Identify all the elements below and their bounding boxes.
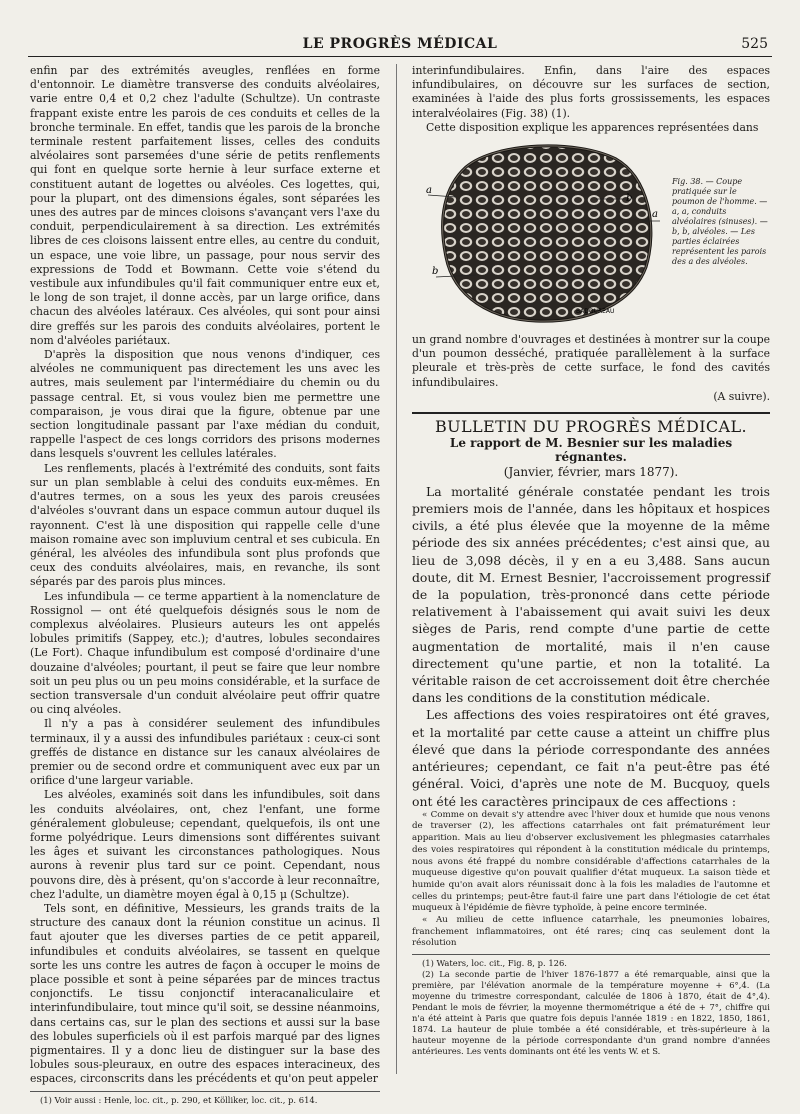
paragraph: D'après la disposition que nous venons d'indiquer, ces alvéoles ne communiquent pas directement les uns avec les autres, mais seulement par l'intermédiaire du chemin ou du passage central. Et, si vous voulez bien me permettre une comparaison, je vous dirai que la figure, obtenue par une section longitudinale passant par l'axe médian du conduit, rappelle l'aspect de ces longs corridors des prisons modernes dans lesquels s'ouvrent les cellules latérales. [30, 348, 380, 461]
left-column [30, 64, 380, 1104]
column-divider [396, 64, 397, 1074]
paragraph: enfin par des extrémités aveugles, renflées en forme d'entonnoir. Le diamètre transverse des conduits alvéolaires, varie entre 0,4 et 0,2 chez l'adulte (Schultze). Un contraste frappant existe entre les parois de ces conduits et celles de la bronche terminale. En effet, tandis que les parois de la bronche terminale restent parfaitement lisses, celles des conduits alvéolaires sont parsemées d'une série de petits renflements qui font en quelque sorte hernie à leur surface externe et constituent autant de logettes ou alvéoles. Ces logettes, qui, pour la plupart, ont des dimensions égales, sont séparées les unes des autres par de minces cloisons s'avançant vers l'axe du conduit, perpendiculairement à sa direction. Les extrémités libres de ces cloisons laissent entre elles, au centre du conduit, un espace, une voie libre, un passage, pour nous servir des expressions de Todd et Bowmann. Cette voie s'étend du vestibule aux infundibules qu'il fait communiquer entre eux et, le long de son trajet, il donne accès, par un large orifice, dans chacun des alvéoles latéraux. Ces alvéoles, qui sont pour ainsi dire greffés sur les parois des conduits alvéolaires, portent le nom d'alvéoles pariétaux. [30, 64, 380, 347]
paragraph: La mortalité générale constatée pendant les trois premiers mois de l'année, dans les hôpitaux et hospices civils, a été plus élevée que la moyenne de la même période des six années précédentes; c'est ainsi que, au lieu de 3,098 décès, il y en a eu 3,488. Sans aucun doute, dit M. Ernest Besnier, l'accroissement progressif de la population, très-prononcé dans cette période relativement à l'abaissement qui avait suivi les deux sièges de Paris, rend compte d'une partie de cette augmentation de mortalité, mais il n'en cause directement qu'une partie, et non la totalité. La véritable raison de cet accroissement doit être cherchée dans les conditions de la constitution médicale. [412, 483, 770, 706]
figure-label-a-left: a [426, 185, 432, 197]
right-column [412, 64, 770, 1104]
footnote: (1) Voir aussi : Henle, loc. cit., p. 290, et Kölliker, loc. cit., p. 614. [40, 1094, 318, 1105]
footnote-divider [30, 1091, 380, 1092]
engraver-signature: BADOUREAU [576, 308, 615, 316]
paragraph: Les alvéoles, examinés soit dans les infundibules, soit dans les conduits alvéolaires, ont, chez l'enfant, une forme généralement globuleuse; cependant, quelquefois, ils ont une forme polyédrique. Leurs dimensions sont différentes suivant les âges et suivant les circonstances pathologiques. Nous aurons à revenir plus tard sur ce point. Cependant, nous pouvons dire, dès à présent, qu'on s'accorde à leur reconnaître, chez l'adulte, un diamètre moyen égal à 0,15 μ (Schultze). [30, 788, 380, 901]
paragraph: Les affections des voies respiratoires ont été graves, et la mortalité par cette cause a atteint un chiffre plus élevé que dans la période correspondante des années antérieures; cependant, ce fait n'a peut-être pas été général. Voici, d'après une note de M. Bucquoy, quels ont été les caractères principaux de ces affections : [412, 707, 770, 809]
journal-title: LE PROGRÈS MÉDICAL [302, 36, 498, 52]
lung-section-engraving [426, 137, 662, 327]
figure-38 [412, 137, 770, 331]
to-be-continued: (A suivre). [713, 389, 770, 403]
paragraph: Il n'y a pas à considérer seulement des infundibules terminaux, il y a aussi des infundibules pariétaux : ceux-ci sont greffés de distance en distance sur les canaux alvéolaires de premier ou de second ordre et communiquent avec eux par un orifice d'une largeur variable. [30, 717, 380, 788]
figure-label-a-right: a [652, 209, 658, 221]
running-header [28, 34, 772, 57]
quoted-note: « Au milieu de cette influence catarrhale, les pneumonies lobaires, franchement inflammatoires, ont été rares; cinq cas seulement dont la résolution [412, 915, 770, 949]
paragraph: interinfundibulaires. Enfin, dans l'aire des espaces infundibulaires, on découvre sur les surfaces de section, examinées à l'aide des plus forts grossissements, les espaces interalvéolaires (Fig. 38) (1). [412, 64, 770, 120]
footnote-divider [412, 954, 770, 955]
paragraph: Tels sont, en définitive, Messieurs, les grands traits de la structure des canaux dont la réunion constitue un acinus. Il faut ajouter que les diverses parties de ce petit appareil, infundibules et conduits alvéolaires, se tassent en quelque sorte les uns contre les autres de façon à occuper le moins de place possible et sont à peine séparées par de minces tractus conjonctifs. Le tissu conjonctif interacanaliculaire et interinfundibulaire, tout mince qu'il soit, se dessine néanmoins, dans certains cas, sur le plan des sections et aussi sur la base des lobules superficiels où il est parfois marqué par des lignes pigmentaires. Il y a donc lieu de distinguer sur la base des lobules sous-pleuraux, en outre des espaces interacineux, des espaces, circonscrits dans les précédents et qu'on peut appeler [30, 901, 380, 1086]
footnote: (2) La seconde partie de l'hiver 1876-1877 a été remarquable, ainsi que la première, par l'élévation anormale de la température moyenne + 6°,4. (La moyenne du trimestre correspondant, calculée de 1806 à 1870, était de 4°,4). Pendant le mois de février, la moyenne thermométrique a été de + 7°, chiffre qui n'a été atteint à Paris que quatre fois depuis l'année 1819 : en 1822, 1850, 1861, 1874. La hauteur de pluie tombée a été considérable, et très-supérieure à la hauteur moyenne de la période correspondante d'un grand nombre d'années antérieures. Les vents dominants ont été les vents W. et S. [412, 969, 770, 1057]
bulletin-subheading: Le rapport de M. Besnier sur les maladies régnantes. [449, 436, 733, 465]
footnote: (1) Waters, loc. cit., Fig. 8, p. 126. [422, 958, 567, 969]
paragraph: un grand nombre d'ouvrages et destinées à montrer sur la coupe d'un poumon desséché, pratiquée parallèlement à la surface pleurale et très-près de cette surface, le fond des cavités infundibulaires. [412, 333, 770, 389]
quoted-note: « Comme on devait s'y attendre avec l'hiver doux et humide que nous venons de traverser (2), les affections catarrhales ont fait prématurément leur apparition. Mais au lieu d'observer exclusivement les phlegmasies catarrhales des voies respiratoires qui répondent à la constitution médicale du printemps, nous avons été frappé du nombre considérable d'affections catarrhales de la muqueuse digestive qu'on pouvait qualifier d'état muqueux. La saison tiède et humide qu'on avait alors réunissait donc à la fois les maladies de l'automne et celles du printemps; peut-être faut-il faire une part dans l'étiologie de cet état muqueux à l'épidémie de fièvre typhoïde, à peine encore terminée. [412, 809, 770, 914]
figure-label-b-right: b [626, 193, 633, 205]
paragraph: Les renflements, placés à l'extrémité des conduits, sont faits sur un plan semblable à celui des conduits eux-mêmes. En d'autres termes, on a sous les yeux des parois creusées d'alvéoles s'ouvrant dans un espace commun autour duquel ils rayonnent. C'est là une disposition qui rappelle celle d'une maison romaine avec son impluvium central et ses cubicula. En général, les alvéoles des infundibula sont plus profonds que ceux des conduits alvéolaires, mais, en revanche, ils sont séparés par des parois plus minces. [30, 461, 380, 589]
figure-caption: Fig. 38. — Coupe pratiquée sur le poumon de l'homme. — a, a, conduits alvéolaires (sinuses). — b, b, alvéoles. — Les parties éclairées représentent les parois des a des alvéoles. [672, 177, 768, 267]
figure-label-b-bottom: b [432, 266, 439, 278]
bulletin-heading: BULLETIN DU PROGRÈS MÉDICAL. [412, 412, 770, 434]
paragraph: Les infundibula — ce terme appartient à la nomenclature de Rossignol — ont été quelquefois désignés sous le nom de complexus alvéolaires. Plusieurs auteurs les ont appelés lobules primitifs (Sappey, etc.); d'autres, lobules secondaires (Le Fort). Chaque infundibulum est composé d'ordinaire d'une douzaine d'alvéoles; pourtant, il peut se faire que leur nombre soit un peu plus ou un peu moins considérable, et la surface de section transversale d'un conduit alvéolaire peut offrir quatre ou cinq alvéoles. [30, 589, 380, 717]
page-number: 525 [741, 36, 768, 52]
paragraph: Cette disposition explique les apparences représentées dans [426, 120, 759, 134]
bulletin-dates: (Janvier, février, mars 1877). [503, 464, 679, 479]
